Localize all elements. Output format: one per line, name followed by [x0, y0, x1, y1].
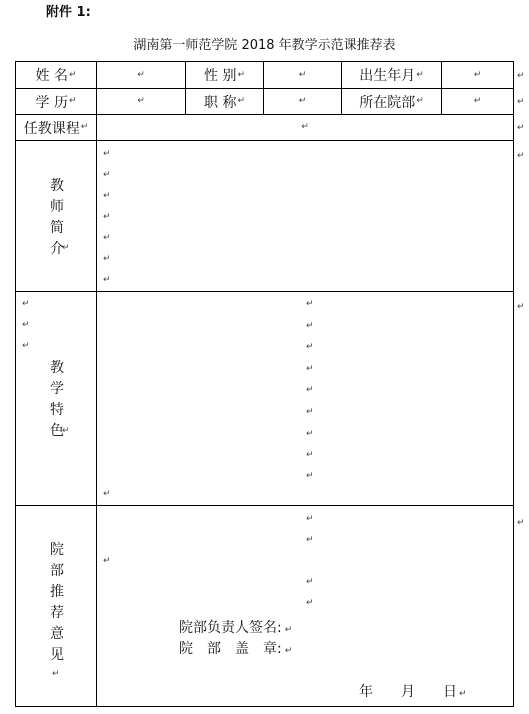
- table-border-left: [15, 61, 16, 707]
- teaching-features-label: 教 学 特 色: [50, 360, 64, 439]
- department-label: 所在院部 ↵: [359, 94, 424, 111]
- education-label: 学 历 ↵: [35, 94, 77, 111]
- paragraph-mark: ↵: [103, 275, 111, 285]
- paragraph-mark: ↵: [103, 170, 111, 180]
- paragraph-mark: ↵: [306, 514, 314, 524]
- recommendation-label: 院 部 推 荐 意 见: [50, 542, 64, 663]
- paragraph-mark: ↵: [306, 577, 314, 587]
- paragraph-mark: ↵: [103, 149, 111, 159]
- position-field[interactable]: ↵: [298, 96, 307, 106]
- row-end-mark: ↵: [517, 518, 525, 528]
- paragraph-mark: ↵: [103, 191, 111, 201]
- gender-field[interactable]: ↵: [298, 69, 307, 80]
- row-end-mark: ↵: [517, 97, 525, 107]
- paragraph-mark: ↵: [62, 243, 70, 253]
- row-end-mark: ↵: [517, 151, 525, 161]
- row-end-mark: ↵: [517, 302, 525, 312]
- paragraph-mark: ↵: [306, 407, 314, 417]
- paragraph-mark: ↵: [103, 489, 111, 499]
- birth-field[interactable]: ↵: [473, 69, 482, 80]
- courses-label: 任教课程 ↵: [23, 120, 89, 137]
- paragraph-mark: ↵: [103, 212, 111, 222]
- paragraph-mark: ↵: [306, 471, 314, 481]
- paragraph-mark: ↵: [306, 364, 314, 374]
- birth-label: 出生年月 ↵: [359, 68, 424, 84]
- teaching-features-field[interactable]: [97, 292, 513, 505]
- table-border-bottom: [15, 706, 514, 707]
- paragraph-mark: ↵: [103, 254, 111, 264]
- paragraph-mark: ↵: [103, 233, 111, 243]
- paragraph-mark: ↵: [62, 426, 70, 436]
- date-line: 年 月 日 ↵: [359, 684, 467, 700]
- gender-label: 性 别 ↵: [204, 68, 245, 84]
- name-label: 姓 名 ↵: [35, 68, 77, 84]
- education-field[interactable]: ↵: [137, 96, 145, 106]
- paragraph-mark: ↵: [306, 299, 314, 309]
- courses-field[interactable]: ↵: [301, 122, 309, 132]
- paragraph-mark: ↵: [22, 320, 30, 330]
- row-end-mark: ↵: [517, 71, 525, 81]
- paragraph-mark: ↵: [306, 342, 314, 352]
- seal-line: 院 部 盖 章: ↵: [179, 641, 293, 657]
- paragraph-mark: ↵: [22, 341, 30, 351]
- paragraph-mark: ↵: [306, 429, 314, 439]
- form-title: 湖南第一师范学院 2018 年教学示范课推荐表: [133, 38, 396, 53]
- table-border-right: [513, 61, 514, 707]
- teacher-intro-field[interactable]: [97, 141, 513, 291]
- paragraph-mark: ↵: [306, 321, 314, 331]
- paragraph-mark: ↵: [306, 535, 314, 545]
- paragraph-mark: ↵: [22, 299, 30, 309]
- paragraph-mark: ↵: [52, 669, 60, 679]
- paragraph-mark: ↵: [306, 450, 314, 460]
- department-field[interactable]: ↵: [473, 96, 482, 106]
- leader-signature-line: 院部负责人签名: ↵: [179, 620, 293, 636]
- name-field[interactable]: ↵: [137, 69, 145, 80]
- recommendation-field[interactable]: [97, 506, 513, 706]
- paragraph-mark: ↵: [306, 598, 314, 608]
- position-label: 职 称 ↵: [204, 94, 245, 111]
- paragraph-mark: ↵: [306, 385, 314, 395]
- attachment-label: 附件 1:: [46, 5, 91, 20]
- paragraph-mark: ↵: [103, 556, 111, 566]
- row-end-mark: ↵: [517, 123, 525, 133]
- teacher-intro-label: 教 师 简 介: [50, 178, 64, 257]
